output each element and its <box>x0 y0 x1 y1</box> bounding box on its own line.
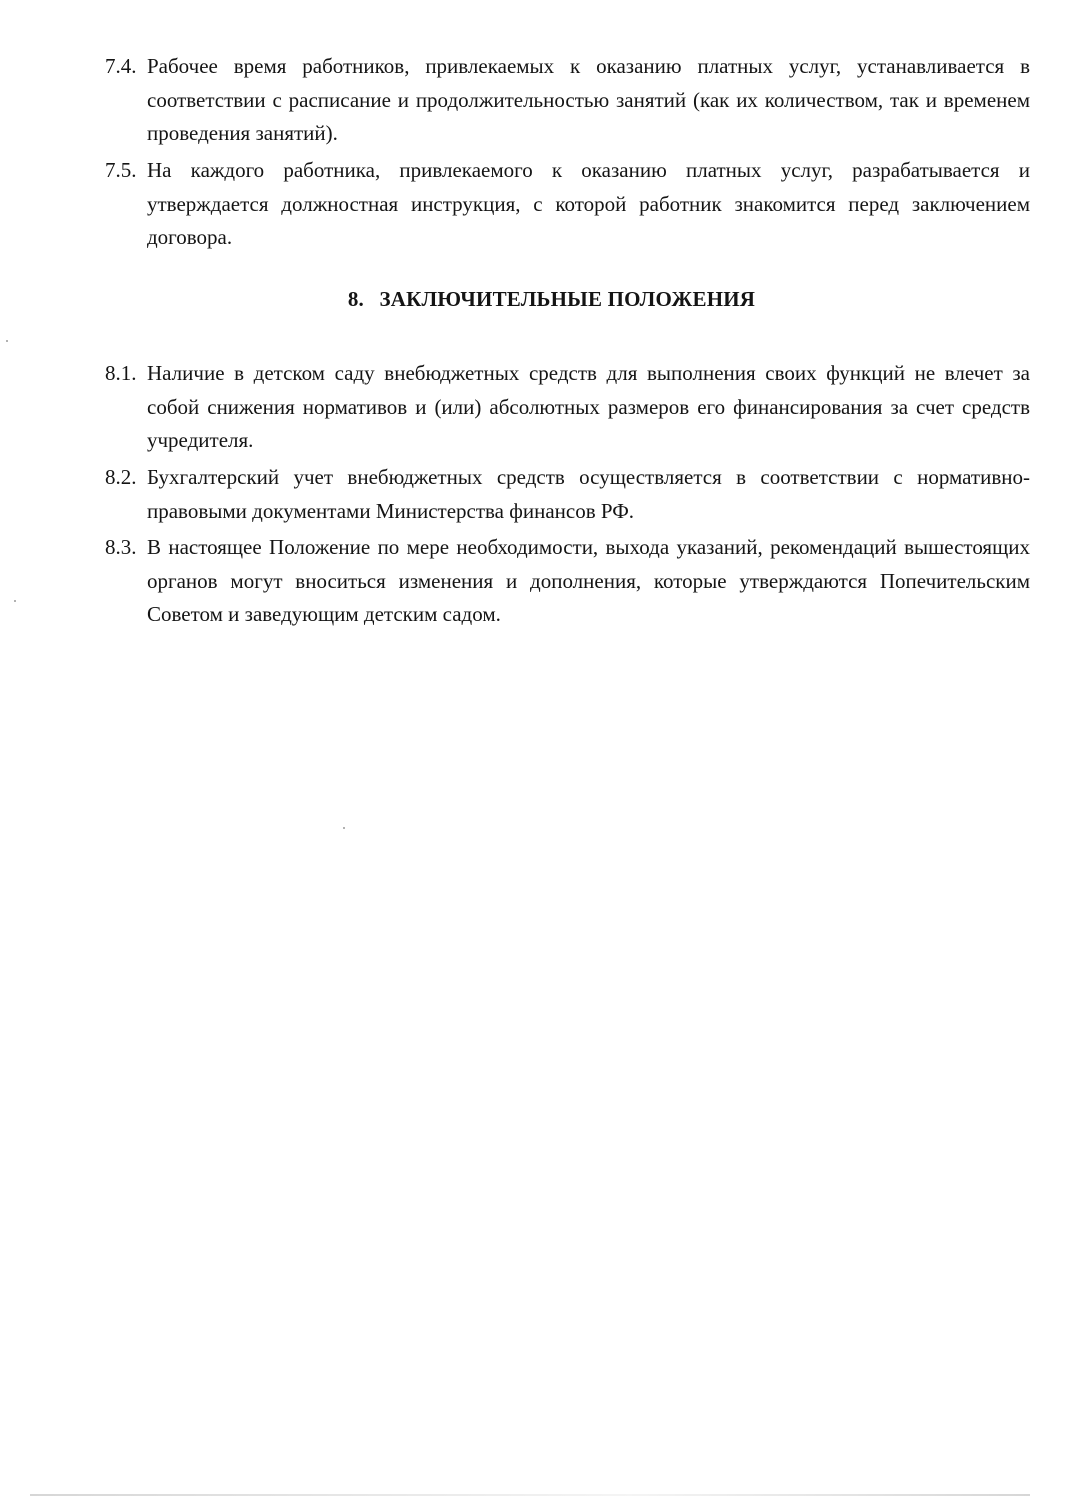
section-heading <box>0 287 1089 312</box>
clause-number: 8.3. <box>105 535 137 559</box>
section-number: 8. <box>347 287 364 311</box>
clause-number: 8.2. <box>105 465 137 489</box>
clause-text: На каждого работника, привлекаемого к оказанию платных услуг, разрабатывается и утверждается должностная инструкция, с которой работник знакомится перед заключением договора. <box>147 158 1030 249</box>
clause-text: Рабочее время работников, привлекаемых к оказанию платных услуг, устанавливается в соответствии с расписание и продолжительностью занятий (как их количеством, так и временем проведения занятий). <box>147 54 1030 145</box>
clause-7-4 <box>105 50 1030 151</box>
clause-text: В настоящее Положение по мере необходимости, выхода указаний, рекомендаций вышестоящих органов могут вноситься изменения и дополнения, которые утверждаются Попечительским Советом и заведующим детским садом. <box>147 535 1030 626</box>
clause-number: 8.1. <box>105 361 137 385</box>
clause-8-1 <box>105 357 1030 458</box>
scan-speck <box>343 827 345 829</box>
clause-7-5 <box>105 154 1030 255</box>
clause-text: Наличие в детском саду внебюджетных средств для выполнения своих функций не влечет за собой снижения нормативов и (или) абсолютных размеров его финансирования за счет средств учредителя. <box>147 361 1030 452</box>
clause-number: 7.4. <box>105 54 137 78</box>
clause-text: Бухгалтерский учет внебюджетных средств осуществляется в соответствии с нормативно-правовыми документами Министерства финансов РФ. <box>147 465 1030 523</box>
section-title: ЗАКЛЮЧИТЕЛЬНЫЕ ПОЛОЖЕНИЯ <box>379 287 756 311</box>
clause-8-2 <box>105 461 1030 528</box>
clause-8-3 <box>105 531 1030 632</box>
scan-speck <box>6 340 8 342</box>
clause-number: 7.5. <box>105 158 137 182</box>
scan-bottom-edge <box>30 1494 1030 1496</box>
scan-speck <box>14 600 16 602</box>
